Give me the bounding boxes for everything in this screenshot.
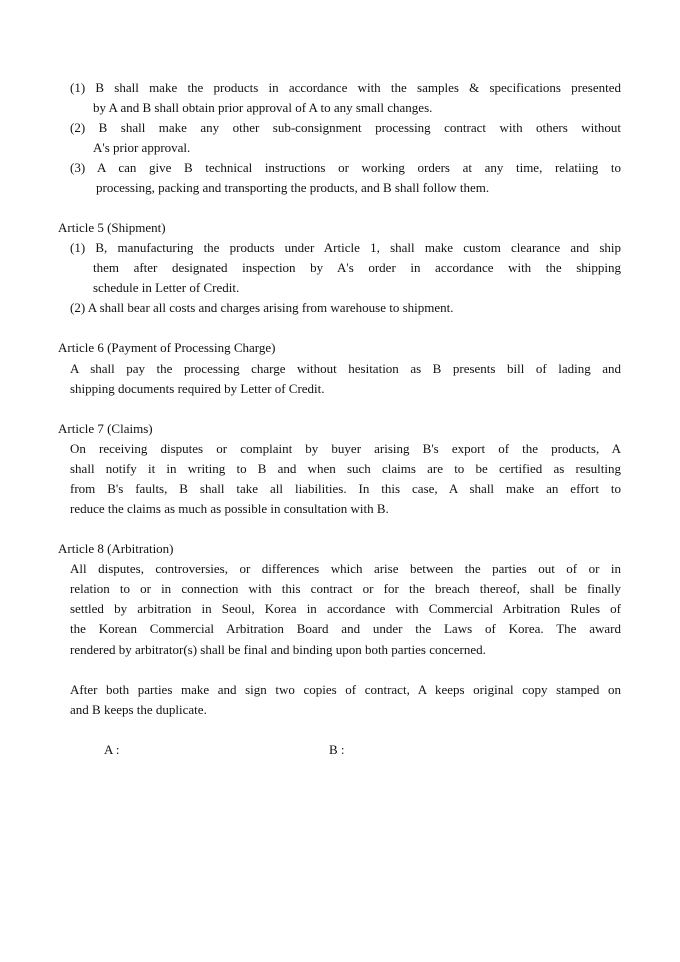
art4-item1-line2: by A and B shall obtain prior approval of A to any small changes. <box>93 100 433 115</box>
art7-line2: shall notify it in writing to B and when such claims are to be certified as resulting <box>70 461 621 476</box>
art7-line3: from B's faults, B shall take all liabilities. In this case, A shall make an effort to <box>70 481 621 496</box>
art8-line4: the Korean Commercial Arbitration Board and under the Laws of Korea. The award <box>70 621 621 636</box>
signature-b-label: B : <box>329 742 345 757</box>
art5-item1-line1: (1) B, manufacturing the products under Article 1, shall make custom clearance and ship <box>70 240 621 255</box>
art7-line1: On receiving disputes or complaint by buyer arising B's export of the products, A <box>70 441 621 456</box>
art5-item1-line2: them after designated inspection by A's order in accordance with the shipping <box>93 260 621 275</box>
art8-line5: rendered by arbitrator(s) shall be final and binding upon both parties concerned. <box>70 642 486 657</box>
art4-item3-line2: processing, packing and transporting the products, and B shall follow them. <box>96 180 490 195</box>
article6-heading: Article 6 (Payment of Processing Charge) <box>58 340 276 355</box>
art4-item3-line1: (3) A can give B technical instructions or working orders at any time, relatiing to <box>70 160 621 175</box>
closing-line1: After both parties make and sign two copies of contract, A keeps original copy stamped on <box>70 682 621 697</box>
article7-heading: Article 7 (Claims) <box>58 421 153 436</box>
signature-a-label: A : <box>104 742 120 757</box>
art8-line2: relation to or in connection with this contract or for the breach thereof, shall be finally <box>70 581 621 596</box>
art4-item2-line2: A's prior approval. <box>93 140 191 155</box>
article8-heading: Article 8 (Arbitration) <box>58 541 174 556</box>
article5-heading: Article 5 (Shipment) <box>58 220 166 235</box>
art4-item2-line1: (2) B shall make any other sub-consignment processing contract with others without <box>70 120 621 135</box>
art8-line1: All disputes, controversies, or differences which arise between the parties out of or in <box>70 561 621 576</box>
art4-item1-line1: (1) B shall make the products in accordance with the samples & specifications presented <box>70 80 621 95</box>
closing-line2: and B keeps the duplicate. <box>70 702 207 717</box>
art6-line1: A shall pay the processing charge without hesitation as B presents bill of lading and <box>70 361 621 376</box>
art6-line2: shipping documents required by Letter of Credit. <box>70 381 325 396</box>
art5-item2-line1: (2) A shall bear all costs and charges arising from warehouse to shipment. <box>70 300 454 315</box>
art5-item1-line3: schedule in Letter of Credit. <box>93 280 240 295</box>
art8-line3: settled by arbitration in Seoul, Korea in accordance with Commercial Arbitration Rules of <box>70 601 621 616</box>
art7-line4: reduce the claims as much as possible in consultation with B. <box>70 501 389 516</box>
